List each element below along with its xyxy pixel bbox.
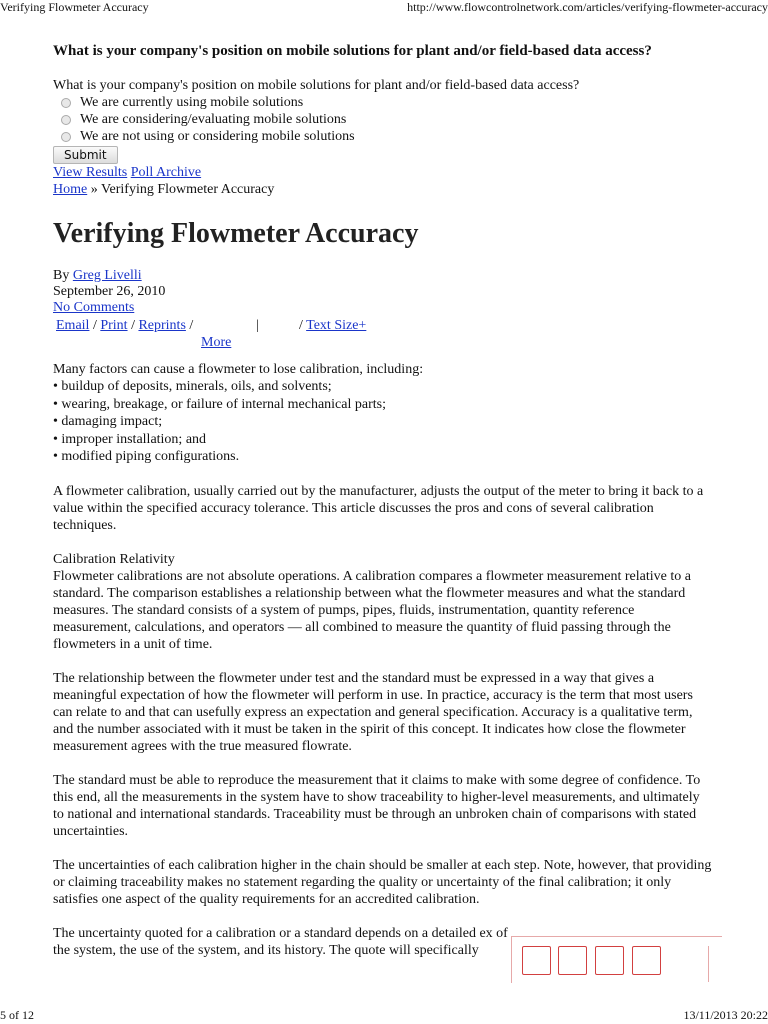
tool-pipe: | xyxy=(256,318,259,333)
share-icon[interactable] xyxy=(595,946,624,975)
tool-separator: / xyxy=(299,318,303,333)
poll-option-label: We are considering/evaluating mobile solutions xyxy=(80,112,347,127)
print-link[interactable]: Print xyxy=(100,318,128,333)
byline-prefix: By xyxy=(53,268,70,283)
poll-heading: What is your company's position on mobile solutions for plant and/or field-based data access? xyxy=(53,43,652,59)
poll-links xyxy=(53,164,713,181)
radio-button[interactable] xyxy=(61,132,71,142)
byline xyxy=(53,268,713,284)
print-footer-page: 5 of 12 xyxy=(0,1008,34,1022)
poll-question: What is your company's position on mobile solutions for plant and/or field-based data access? xyxy=(53,78,580,93)
breadcrumb-home-link[interactable]: Home xyxy=(53,182,88,197)
article-paragraph: The relationship between the flowmeter under test and the standard must be expressed in a way that gives a meaningful expectation of how the flowmeter will perform in use. In practice, accuracy is the term that most users can relate to and that can usefully express an expectation and general specification. Accuracy is a qualitative term, and the number associated with it must be taken in the spirit of this concept. It indicates how close the flowmeter measurement agrees with the true measured flowrate. xyxy=(53,670,693,754)
article-paragraph: The standard must be able to reproduce the measurement that it claims to make with some degree of confidence. To this end, all the measurements in the system have to show traceability to higher-level measurements, and ultimately to national and international standards. Traceability must be through an unbroken chain of comparisons with stated uncertainties. xyxy=(53,772,701,839)
article-title: Verifying Flowmeter Accuracy xyxy=(53,218,419,249)
radio-button[interactable] xyxy=(61,115,71,125)
poll-option-label: We are currently using mobile solutions xyxy=(80,95,304,110)
list-item: • buildup of deposits, minerals, oils, and solvents; xyxy=(53,379,332,394)
radio-button[interactable] xyxy=(61,98,71,108)
print-header-url: http://www.flowcontrolnetwork.com/articles/verifying-flowmeter-accuracy xyxy=(407,0,768,14)
share-icon[interactable] xyxy=(558,946,587,975)
poll-options xyxy=(53,94,713,145)
article-tools xyxy=(53,317,713,351)
article-meta xyxy=(53,268,713,316)
view-results-link[interactable]: View Results xyxy=(53,165,128,180)
article-paragraph: A flowmeter calibration, usually carried out by the manufacturer, adjusts the output of the meter to bring it back to a value within the specified accuracy tolerance. This article discusses the pros and cons of several calibration techniques. xyxy=(53,483,704,533)
article-intro: Many factors can cause a flowmeter to lose calibration, including: xyxy=(53,362,424,377)
poll-submit-button[interactable]: Submit xyxy=(53,146,118,164)
breadcrumb-separator: » xyxy=(90,182,98,197)
print-footer-timestamp: 13/11/2013 20:22 xyxy=(683,1008,768,1022)
list-item: • improper installation; and xyxy=(53,431,207,447)
tool-separator: / xyxy=(131,318,135,333)
section-heading: Calibration Relativity xyxy=(53,551,175,567)
reprints-link[interactable]: Reprints xyxy=(138,318,186,333)
article-paragraph: Flowmeter calibrations are not absolute operations. A calibration compares a flowmeter measurement relative to a standard. The comparison establishes a relationship between what the flowmeter measures and what the standard measures. The standard consists of a system of pumps, pipes, fluids, instrumentation, quantity reference measurement, calculations, and operators — all combined to measure the quantity of fluid passing through the flowmeters in a unit of time. xyxy=(53,568,691,652)
breadcrumb xyxy=(53,181,713,198)
share-icon[interactable] xyxy=(522,946,551,975)
email-link[interactable]: Email xyxy=(56,318,90,333)
page-content xyxy=(53,42,713,976)
divider xyxy=(708,946,709,982)
article-paragraph: The uncertainties of each calibration higher in the chain should be smaller at each step. Note, however, that providing or claiming traceability makes no statement regarding the quality or uncertainty of the final calibration; it only satisfies one aspect of the quality requirements for an accredited calibration. xyxy=(53,857,712,907)
poll-archive-link[interactable]: Poll Archive xyxy=(130,165,202,180)
list-item: • damaging impact; xyxy=(53,414,163,429)
poll-option-not-using[interactable] xyxy=(53,128,713,145)
list-item: • wearing, breakage, or failure of internal mechanical parts; xyxy=(53,396,386,412)
tool-separator: / xyxy=(92,318,97,333)
article-date: September 26, 2010 xyxy=(53,284,166,299)
share-icon[interactable] xyxy=(632,946,661,975)
more-link[interactable]: More xyxy=(201,335,232,350)
breadcrumb-current: Verifying Flowmeter Accuracy xyxy=(100,182,275,197)
author-link[interactable]: Greg Livelli xyxy=(72,268,142,283)
text-size-link[interactable]: Text Size+ xyxy=(306,318,367,333)
tool-separator: / xyxy=(189,318,194,333)
social-share-bar xyxy=(511,936,722,983)
article-paragraph: The uncertainty quoted for a calibration or a standard depends on a detailed ex of the system, the use of the system, and its history. The quote will specifically xyxy=(53,925,508,958)
poll-option-label: We are not using or considering mobile solutions xyxy=(80,129,355,144)
print-header-title: Verifying Flowmeter Accuracy xyxy=(0,0,149,14)
list-item: • modified piping configurations. xyxy=(53,449,240,464)
factor-list xyxy=(53,378,713,466)
poll-option-considering[interactable] xyxy=(53,111,713,128)
poll-option-using[interactable] xyxy=(53,94,713,111)
comments-link[interactable]: No Comments xyxy=(53,300,135,315)
